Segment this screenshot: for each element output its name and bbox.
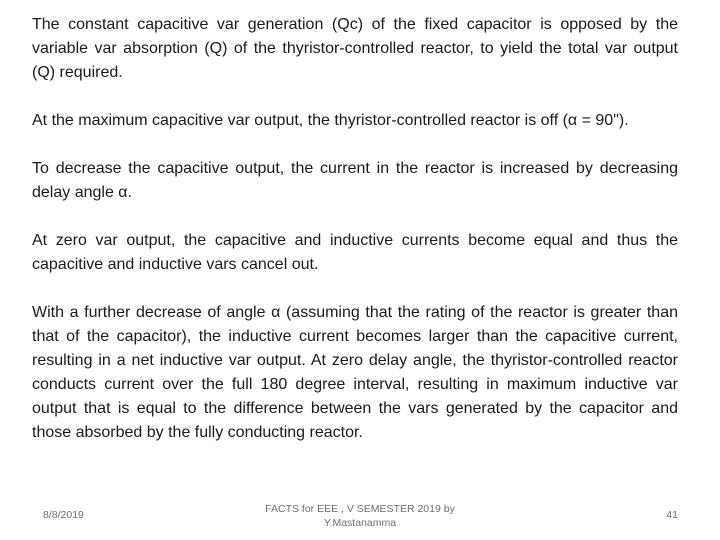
paragraph-fixed-capacitor: The constant capacitive var generation (Qc) of the fixed capacitor is opposed by the variable var absorption (Q) of the thyristor-controlled reactor, to yield the total var output (Q) required. xyxy=(32,16,678,81)
paragraph-inductive-output: With a further decrease of angle α (assuming that the rating of the reactor is greater than that of the capacitor), the inductive current becomes larger than the capacitive current, resulting in a net inductive var output. At zero delay angle, the thyristor-controlled reactor conducts current over the full 180 degree interval, resulting in maximum inductive var output that is equal to the difference between the vars generated by the capacitor and those absorbed by the fully conducting reactor. xyxy=(32,304,678,441)
paragraph-decrease-capacitive: To decrease the capacitive output, the current in the reactor is increased by decreasing delay angle α. xyxy=(32,160,678,201)
footer-date: 8/8/2019 xyxy=(43,509,84,521)
footer-title-line2: Y.Mastanamma xyxy=(323,517,397,529)
paragraph-max-capacitive: At the maximum capacitive var output, the thyristor-controlled reactor is off (α = 90"). xyxy=(32,112,629,129)
page-number: 41 xyxy=(666,509,678,521)
slide-body xyxy=(32,13,678,445)
paragraph-zero-var: At zero var output, the capacitive and inductive currents become equal and thus the capacitive and inductive vars cancel out. xyxy=(32,232,678,273)
footer-title-line1: FACTS for EEE , V SEMESTER 2019 by xyxy=(265,503,455,515)
footer-title xyxy=(250,502,470,530)
